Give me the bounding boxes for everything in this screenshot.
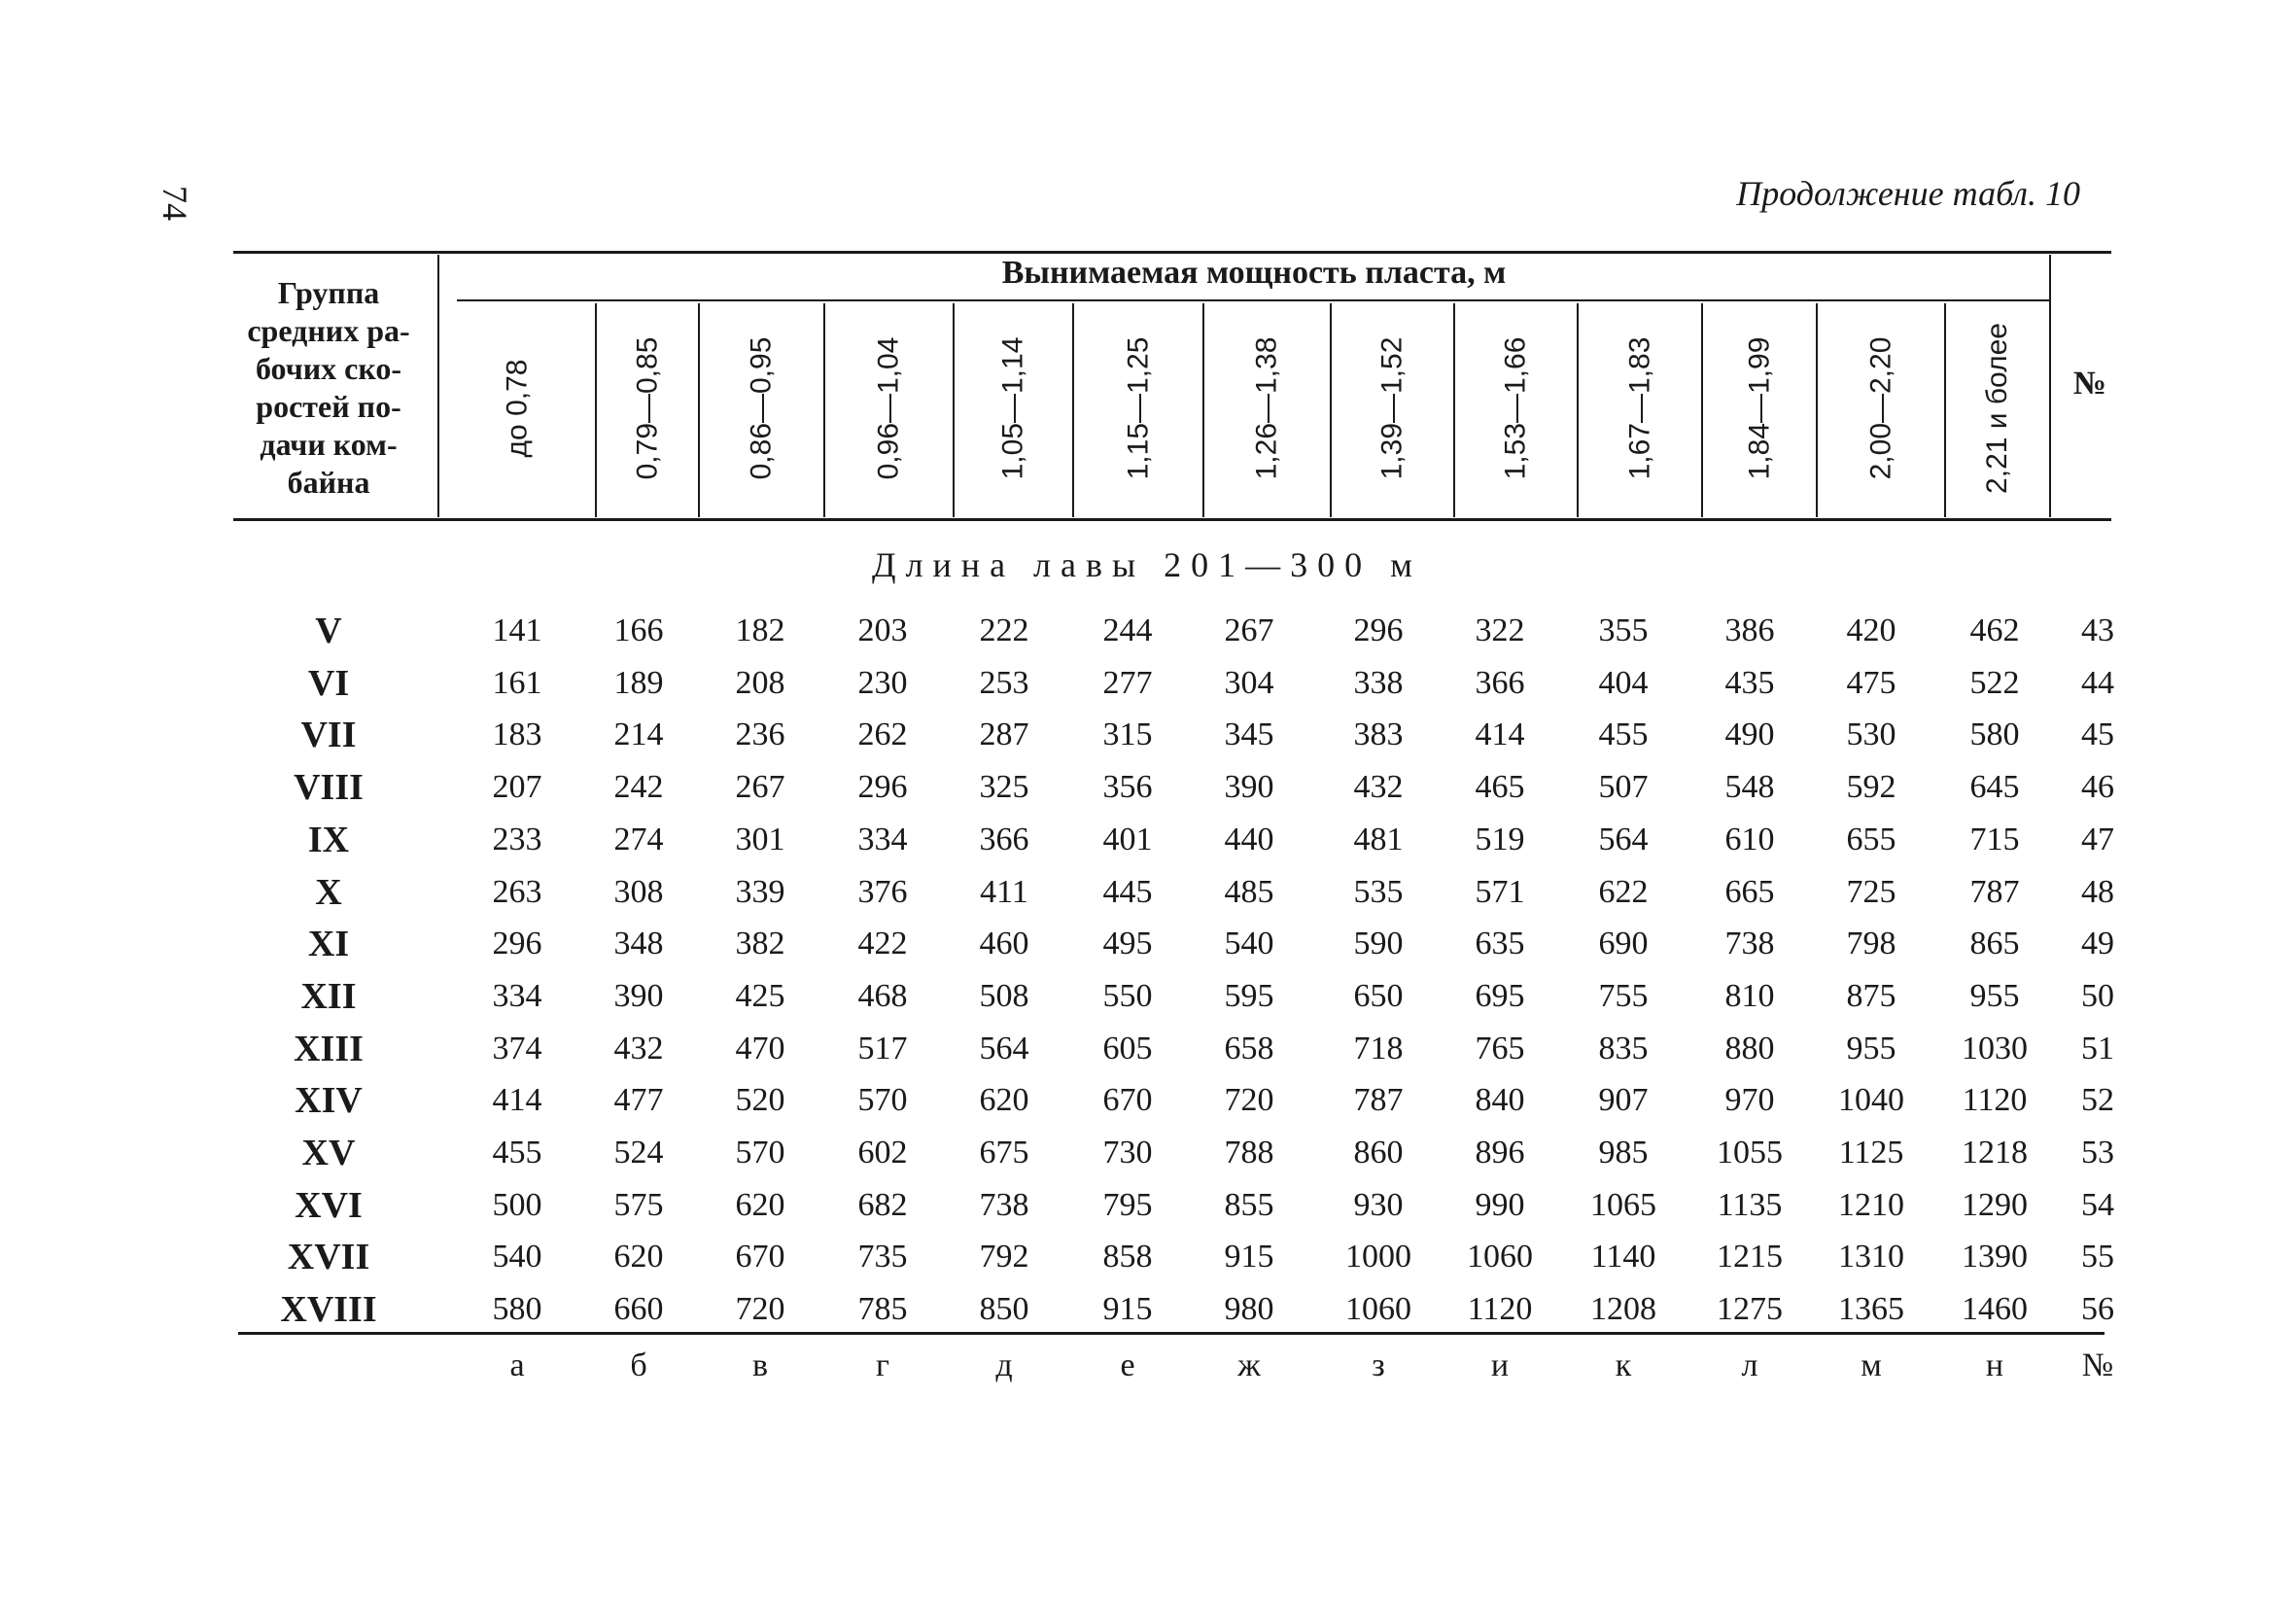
table-cell: 253 <box>979 665 1029 701</box>
table-cell: 850 <box>979 1291 1029 1327</box>
table-row <box>0 814 2296 866</box>
table-cell: 835 <box>1598 1031 1649 1066</box>
table-cell: 548 <box>1724 769 1775 805</box>
table-cell: 1140 <box>1590 1239 1656 1275</box>
table-cell: 675 <box>979 1135 1029 1171</box>
table-cell: 490 <box>1724 717 1775 752</box>
table-cell: 765 <box>1475 1031 1525 1066</box>
table-row <box>0 657 2296 710</box>
table-cell: 575 <box>613 1187 664 1223</box>
table-cell: 990 <box>1475 1187 1525 1223</box>
table-cell: 460 <box>979 926 1029 961</box>
table-cell: 620 <box>613 1239 664 1275</box>
row-number: 54 <box>2081 1187 2114 1223</box>
table-cell: 404 <box>1598 665 1649 701</box>
table-cell: 296 <box>492 926 542 961</box>
column-header: 1,84—1,99 <box>1743 336 1775 480</box>
table-cell: 339 <box>735 874 785 910</box>
table-cell: 720 <box>735 1291 785 1327</box>
table-cell: 622 <box>1598 874 1649 910</box>
table-cell: 308 <box>613 874 664 910</box>
table-row <box>0 1283 2296 1336</box>
table-cell: 564 <box>1598 821 1649 857</box>
column-header: 1,67—1,83 <box>1623 336 1655 480</box>
table-cell: 798 <box>1846 926 1896 961</box>
table-cell: 620 <box>735 1187 785 1223</box>
table-cell: 720 <box>1224 1082 1274 1118</box>
table-cell: 315 <box>1102 717 1153 752</box>
table-cell: 414 <box>1475 717 1525 752</box>
table-cell: 161 <box>492 665 542 701</box>
table-cell: 348 <box>613 926 664 961</box>
table-cell: 445 <box>1102 874 1153 910</box>
table-cell: 420 <box>1846 612 1896 648</box>
footer-letter: г <box>876 1347 889 1383</box>
table-cell: 390 <box>1224 769 1274 805</box>
table-cell: 1390 <box>1962 1239 2028 1275</box>
table-cell: 296 <box>1353 612 1404 648</box>
table-cell: 670 <box>1102 1082 1153 1118</box>
table-cell: 230 <box>857 665 908 701</box>
table-cell: 907 <box>1598 1082 1649 1118</box>
table-cell: 985 <box>1598 1135 1649 1171</box>
table-cell: 550 <box>1102 978 1153 1014</box>
table-cell: 182 <box>735 612 785 648</box>
table-cell: 189 <box>613 665 664 701</box>
table-row <box>0 918 2296 970</box>
table-cell: 390 <box>613 978 664 1014</box>
table-cell: 207 <box>492 769 542 805</box>
table-cell: 1060 <box>1467 1239 1533 1275</box>
table-cell: 735 <box>857 1239 908 1275</box>
row-group: XII <box>300 976 357 1017</box>
table-cell: 301 <box>735 821 785 857</box>
no-header: № <box>2072 366 2107 402</box>
footer-letter: ж <box>1237 1347 1261 1383</box>
top-rule <box>233 251 2111 254</box>
table-cell: 440 <box>1224 821 1274 857</box>
table-cell: 522 <box>1969 665 2020 701</box>
table-cell: 524 <box>613 1135 664 1171</box>
table-cell: 1210 <box>1838 1187 1904 1223</box>
table-cell: 1215 <box>1717 1239 1783 1275</box>
table-cell: 580 <box>492 1291 542 1327</box>
footer-letter: з <box>1372 1347 1385 1383</box>
table-cell: 263 <box>492 874 542 910</box>
table-cell: 792 <box>979 1239 1029 1275</box>
row-number: 48 <box>2081 874 2114 910</box>
column-header: 1,53—1,66 <box>1499 336 1532 480</box>
table-cell: 730 <box>1102 1135 1153 1171</box>
row-group: XIII <box>294 1029 364 1069</box>
table-cell: 338 <box>1353 665 1404 701</box>
table-cell: 970 <box>1724 1082 1775 1118</box>
table-cell: 860 <box>1353 1135 1404 1171</box>
table-cell: 376 <box>857 874 908 910</box>
column-header: 1,26—1,38 <box>1250 336 1283 480</box>
footer-letter: л <box>1741 1347 1758 1383</box>
table-cell: 955 <box>1846 1031 1896 1066</box>
row-group: IX <box>307 820 350 860</box>
table-cell: 222 <box>979 612 1029 648</box>
table-cell: 1208 <box>1590 1291 1656 1327</box>
table-cell: 1060 <box>1345 1291 1411 1327</box>
table-cell: 1040 <box>1838 1082 1904 1118</box>
table-cell: 896 <box>1475 1135 1525 1171</box>
table-cell: 366 <box>1475 665 1525 701</box>
table-cell: 277 <box>1102 665 1153 701</box>
table-cell: 875 <box>1846 978 1896 1014</box>
table-cell: 1125 <box>1838 1135 1904 1171</box>
table-cell: 1275 <box>1717 1291 1783 1327</box>
table-cell: 540 <box>1224 926 1274 961</box>
table-cell: 570 <box>735 1135 785 1171</box>
table-row <box>0 1127 2296 1179</box>
table-cell: 880 <box>1724 1031 1775 1066</box>
footer-letter: е <box>1120 1347 1135 1383</box>
table-cell: 695 <box>1475 978 1525 1014</box>
table-cell: 334 <box>857 821 908 857</box>
table-cell: 592 <box>1846 769 1896 805</box>
table-cell: 485 <box>1224 874 1274 910</box>
table-cell: 1120 <box>1467 1291 1533 1327</box>
table-cell: 1120 <box>1962 1082 2028 1118</box>
table-cell: 1460 <box>1962 1291 2028 1327</box>
group-header: Группа средних ра-бочих ско-ростей по-дачи ком-байна <box>247 275 410 500</box>
page-number: 74 <box>156 186 194 221</box>
table-cell: 242 <box>613 769 664 805</box>
row-number: 49 <box>2081 926 2114 961</box>
table-row <box>0 761 2296 814</box>
table-cell: 183 <box>492 717 542 752</box>
table-row <box>0 1023 2296 1075</box>
footer-letter: м <box>1861 1347 1882 1383</box>
table-cell: 915 <box>1224 1239 1274 1275</box>
section-title: Длина лавы 201—300 м <box>872 545 1422 584</box>
table-cell: 785 <box>857 1291 908 1327</box>
table-cell: 475 <box>1846 665 1896 701</box>
table-cell: 787 <box>1969 874 2020 910</box>
column-header: 1,05—1,14 <box>996 336 1029 480</box>
table-cell: 670 <box>735 1239 785 1275</box>
table-cell: 414 <box>492 1082 542 1118</box>
table-cell: 208 <box>735 665 785 701</box>
table-row <box>0 970 2296 1023</box>
table-cell: 595 <box>1224 978 1274 1014</box>
table-cell: 468 <box>857 978 908 1014</box>
table-cell: 233 <box>492 821 542 857</box>
footer-letter: б <box>630 1347 647 1383</box>
footer-letter: и <box>1490 1347 1510 1383</box>
table-cell: 382 <box>735 926 785 961</box>
table-cell: 455 <box>1598 717 1649 752</box>
table-cell: 580 <box>1969 717 2020 752</box>
table-cell: 810 <box>1724 978 1775 1014</box>
table-cell: 345 <box>1224 717 1274 752</box>
column-header: 0,86—0,95 <box>745 336 778 480</box>
table-row <box>0 709 2296 761</box>
table-cell: 738 <box>1724 926 1775 961</box>
table-cell: 620 <box>979 1082 1029 1118</box>
column-header: 1,39—1,52 <box>1375 336 1409 480</box>
table-cell: 1310 <box>1838 1239 1904 1275</box>
table-cell: 432 <box>613 1031 664 1066</box>
table-cell: 334 <box>492 978 542 1014</box>
table-cell: 650 <box>1353 978 1404 1014</box>
row-group: XVII <box>287 1237 370 1277</box>
table-cell: 267 <box>1224 612 1274 648</box>
table-cell: 865 <box>1969 926 2020 961</box>
table-cell: 287 <box>979 717 1029 752</box>
table-row <box>0 1179 2296 1232</box>
table-cell: 517 <box>857 1031 908 1066</box>
row-number: 51 <box>2081 1031 2114 1066</box>
table-cell: 840 <box>1475 1082 1525 1118</box>
table-cell: 570 <box>857 1082 908 1118</box>
header-bottom-rule <box>233 518 2111 521</box>
footer-no: № <box>2081 1347 2114 1383</box>
row-number: 53 <box>2081 1135 2114 1171</box>
table-cell: 1365 <box>1838 1291 1904 1327</box>
table-cell: 462 <box>1969 612 2020 648</box>
table-cell: 571 <box>1475 874 1525 910</box>
table-cell: 435 <box>1724 665 1775 701</box>
table-cell: 738 <box>979 1187 1029 1223</box>
table-cell: 500 <box>492 1187 542 1223</box>
table-cell: 1055 <box>1717 1135 1783 1171</box>
table-cell: 166 <box>613 612 664 648</box>
table-cell: 530 <box>1846 717 1896 752</box>
row-group: VI <box>307 663 350 704</box>
table-cell: 1030 <box>1962 1031 2028 1066</box>
table-caption: Продолжение табл. 10 <box>1736 174 2080 213</box>
table-row <box>0 1231 2296 1283</box>
table-cell: 980 <box>1224 1291 1274 1327</box>
table-cell: 236 <box>735 717 785 752</box>
table-cell: 203 <box>857 612 908 648</box>
table-cell: 788 <box>1224 1135 1274 1171</box>
table-cell: 481 <box>1353 821 1404 857</box>
table-cell: 855 <box>1224 1187 1274 1223</box>
table-cell: 274 <box>613 821 664 857</box>
row-group: VII <box>300 715 357 755</box>
row-group: V <box>315 611 342 651</box>
table-cell: 401 <box>1102 821 1153 857</box>
table-cell: 955 <box>1969 978 2020 1014</box>
footer-letter: н <box>1985 1347 2004 1383</box>
table-cell: 590 <box>1353 926 1404 961</box>
table-cell: 325 <box>979 769 1029 805</box>
row-number: 44 <box>2081 665 2114 701</box>
table-cell: 383 <box>1353 717 1404 752</box>
row-group: XI <box>307 924 350 964</box>
table-cell: 564 <box>979 1031 1029 1066</box>
table-cell: 411 <box>980 874 1028 910</box>
row-group: VIII <box>294 767 364 808</box>
table-cell: 322 <box>1475 612 1525 648</box>
row-group: XV <box>301 1133 356 1173</box>
table-cell: 425 <box>735 978 785 1014</box>
table-cell: 356 <box>1102 769 1153 805</box>
table-cell: 682 <box>857 1187 908 1223</box>
row-number: 56 <box>2081 1291 2114 1327</box>
table-cell: 1135 <box>1717 1187 1783 1223</box>
row-group: X <box>315 872 342 913</box>
table-cell: 495 <box>1102 926 1153 961</box>
table-row <box>0 866 2296 919</box>
table-cell: 304 <box>1224 665 1274 701</box>
row-number: 45 <box>2081 717 2114 752</box>
band-title: Вынимаемая мощность пласта, м <box>1001 255 1507 291</box>
footer-letter: а <box>509 1347 525 1383</box>
footer-letter: в <box>751 1347 769 1383</box>
table-cell: 470 <box>735 1031 785 1066</box>
column-header: 0,79—0,85 <box>631 336 663 480</box>
table-cell: 366 <box>979 821 1029 857</box>
table-cell: 507 <box>1598 769 1649 805</box>
table-cell: 795 <box>1102 1187 1153 1223</box>
row-number: 52 <box>2081 1082 2114 1118</box>
table-cell: 858 <box>1102 1239 1153 1275</box>
table-cell: 508 <box>979 978 1029 1014</box>
table-cell: 455 <box>492 1135 542 1171</box>
table-cell: 645 <box>1969 769 2020 805</box>
table-cell: 535 <box>1353 874 1404 910</box>
row-number: 50 <box>2081 978 2114 1014</box>
table-cell: 520 <box>735 1082 785 1118</box>
row-group: XVI <box>295 1185 363 1226</box>
column-header: 2,21 и более <box>1981 323 2013 494</box>
table-cell: 755 <box>1598 978 1649 1014</box>
table-cell: 432 <box>1353 769 1404 805</box>
row-group: XIV <box>295 1080 363 1121</box>
table-cell: 540 <box>492 1239 542 1275</box>
table-footer <box>0 1342 2296 1390</box>
table-cell: 355 <box>1598 612 1649 648</box>
table-cell: 296 <box>857 769 908 805</box>
table-cell: 1065 <box>1590 1187 1656 1223</box>
footer-letter: к <box>1615 1347 1632 1383</box>
table-cell: 658 <box>1224 1031 1274 1066</box>
table-cell: 386 <box>1724 612 1775 648</box>
table-cell: 690 <box>1598 926 1649 961</box>
table-cell: 244 <box>1102 612 1153 648</box>
table-cell: 715 <box>1969 821 2020 857</box>
table-cell: 602 <box>857 1135 908 1171</box>
row-number: 47 <box>2081 821 2114 857</box>
table-cell: 605 <box>1102 1031 1153 1066</box>
table-cell: 267 <box>735 769 785 805</box>
table-cell: 718 <box>1353 1031 1404 1066</box>
table-row <box>0 605 2296 657</box>
table-cell: 141 <box>492 612 542 648</box>
table-cell: 465 <box>1475 769 1525 805</box>
table-cell: 930 <box>1353 1187 1404 1223</box>
footer-letter: д <box>995 1347 1013 1383</box>
column-header: 2,00—2,20 <box>1864 336 1896 480</box>
column-header: до 0,78 <box>500 359 533 458</box>
table-cell: 214 <box>613 717 664 752</box>
table-cell: 665 <box>1724 874 1775 910</box>
table-cell: 787 <box>1353 1082 1404 1118</box>
table-cell: 374 <box>492 1031 542 1066</box>
table-cell: 1218 <box>1962 1135 2028 1171</box>
table-cell: 262 <box>857 717 908 752</box>
table-cell: 915 <box>1102 1291 1153 1327</box>
column-header: 1,15—1,25 <box>1122 336 1154 480</box>
table-cell: 725 <box>1846 874 1896 910</box>
column-header: 0,96—1,04 <box>872 336 905 480</box>
row-number: 55 <box>2081 1239 2114 1275</box>
table-cell: 477 <box>613 1082 664 1118</box>
table-cell: 655 <box>1846 821 1896 857</box>
table-row <box>0 1074 2296 1127</box>
table-cell: 610 <box>1724 821 1775 857</box>
table-cell: 519 <box>1475 821 1525 857</box>
row-number: 46 <box>2081 769 2114 805</box>
row-number: 43 <box>2081 612 2114 648</box>
table-cell: 422 <box>857 926 908 961</box>
table-cell: 660 <box>613 1291 664 1327</box>
row-group: XVIII <box>280 1289 377 1330</box>
table-cell: 1290 <box>1962 1187 2028 1223</box>
table-cell: 635 <box>1475 926 1525 961</box>
table-cell: 1000 <box>1345 1239 1411 1275</box>
